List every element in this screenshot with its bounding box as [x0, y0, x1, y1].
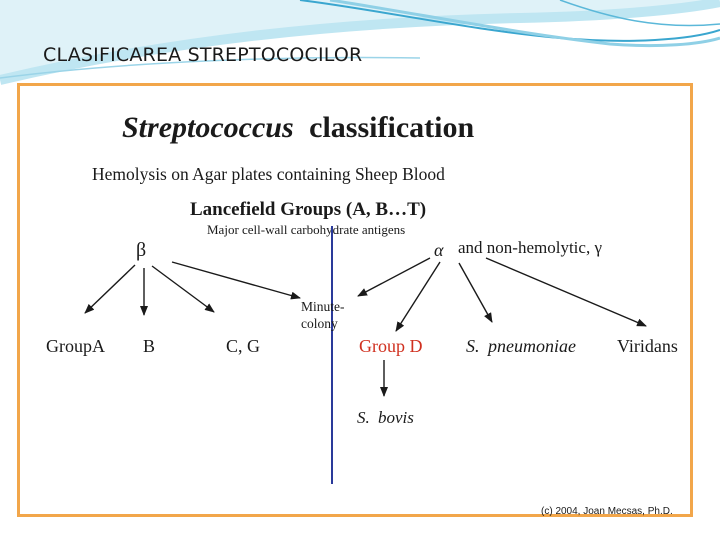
diagram-subtitle: Hemolysis on Agar plates containing Sheep Blood [92, 164, 445, 184]
arrow-beta-minute-colony [172, 262, 300, 298]
non-hemolytic-label: and non-hemolytic, γ [458, 238, 602, 257]
heading-italic: Streptococcus [122, 111, 294, 144]
heading-rest: classification [309, 111, 475, 144]
alpha-label: α [434, 240, 444, 260]
credit-text: (c) 2004, Joan Mecsas, Ph.D. [541, 506, 673, 517]
arrow-gamma-viridans [486, 258, 646, 326]
lancefield-groups: Lancefield Groups (A, B…T) [190, 199, 427, 220]
arrow-alpha-minute-colony [358, 258, 430, 296]
group-a-label: GroupA [46, 336, 105, 356]
beta-label: β [136, 239, 147, 261]
minute-colony-line2: colony [301, 316, 338, 331]
group-d-label: Group D [359, 336, 423, 356]
arrow-beta-cg [152, 266, 214, 312]
viridans-label: Viridans [617, 336, 678, 356]
minute-colony-line1: Minute- [301, 299, 345, 314]
diagram-heading [122, 111, 474, 144]
slide-title: CLASIFICAREA STREPTOCOCILOR [43, 44, 363, 66]
arrow-alpha-pneumoniae [459, 263, 492, 322]
s-pneumoniae-label: S. pneumoniae [466, 336, 576, 356]
s-bovis-label: S. bovis [357, 408, 414, 427]
arrow-beta-groupa [85, 265, 135, 313]
lancefield-note: Major cell-wall carbohydrate antigens [207, 222, 406, 237]
group-b-label: B [143, 336, 156, 356]
group-cg-label: C, G [226, 336, 261, 356]
